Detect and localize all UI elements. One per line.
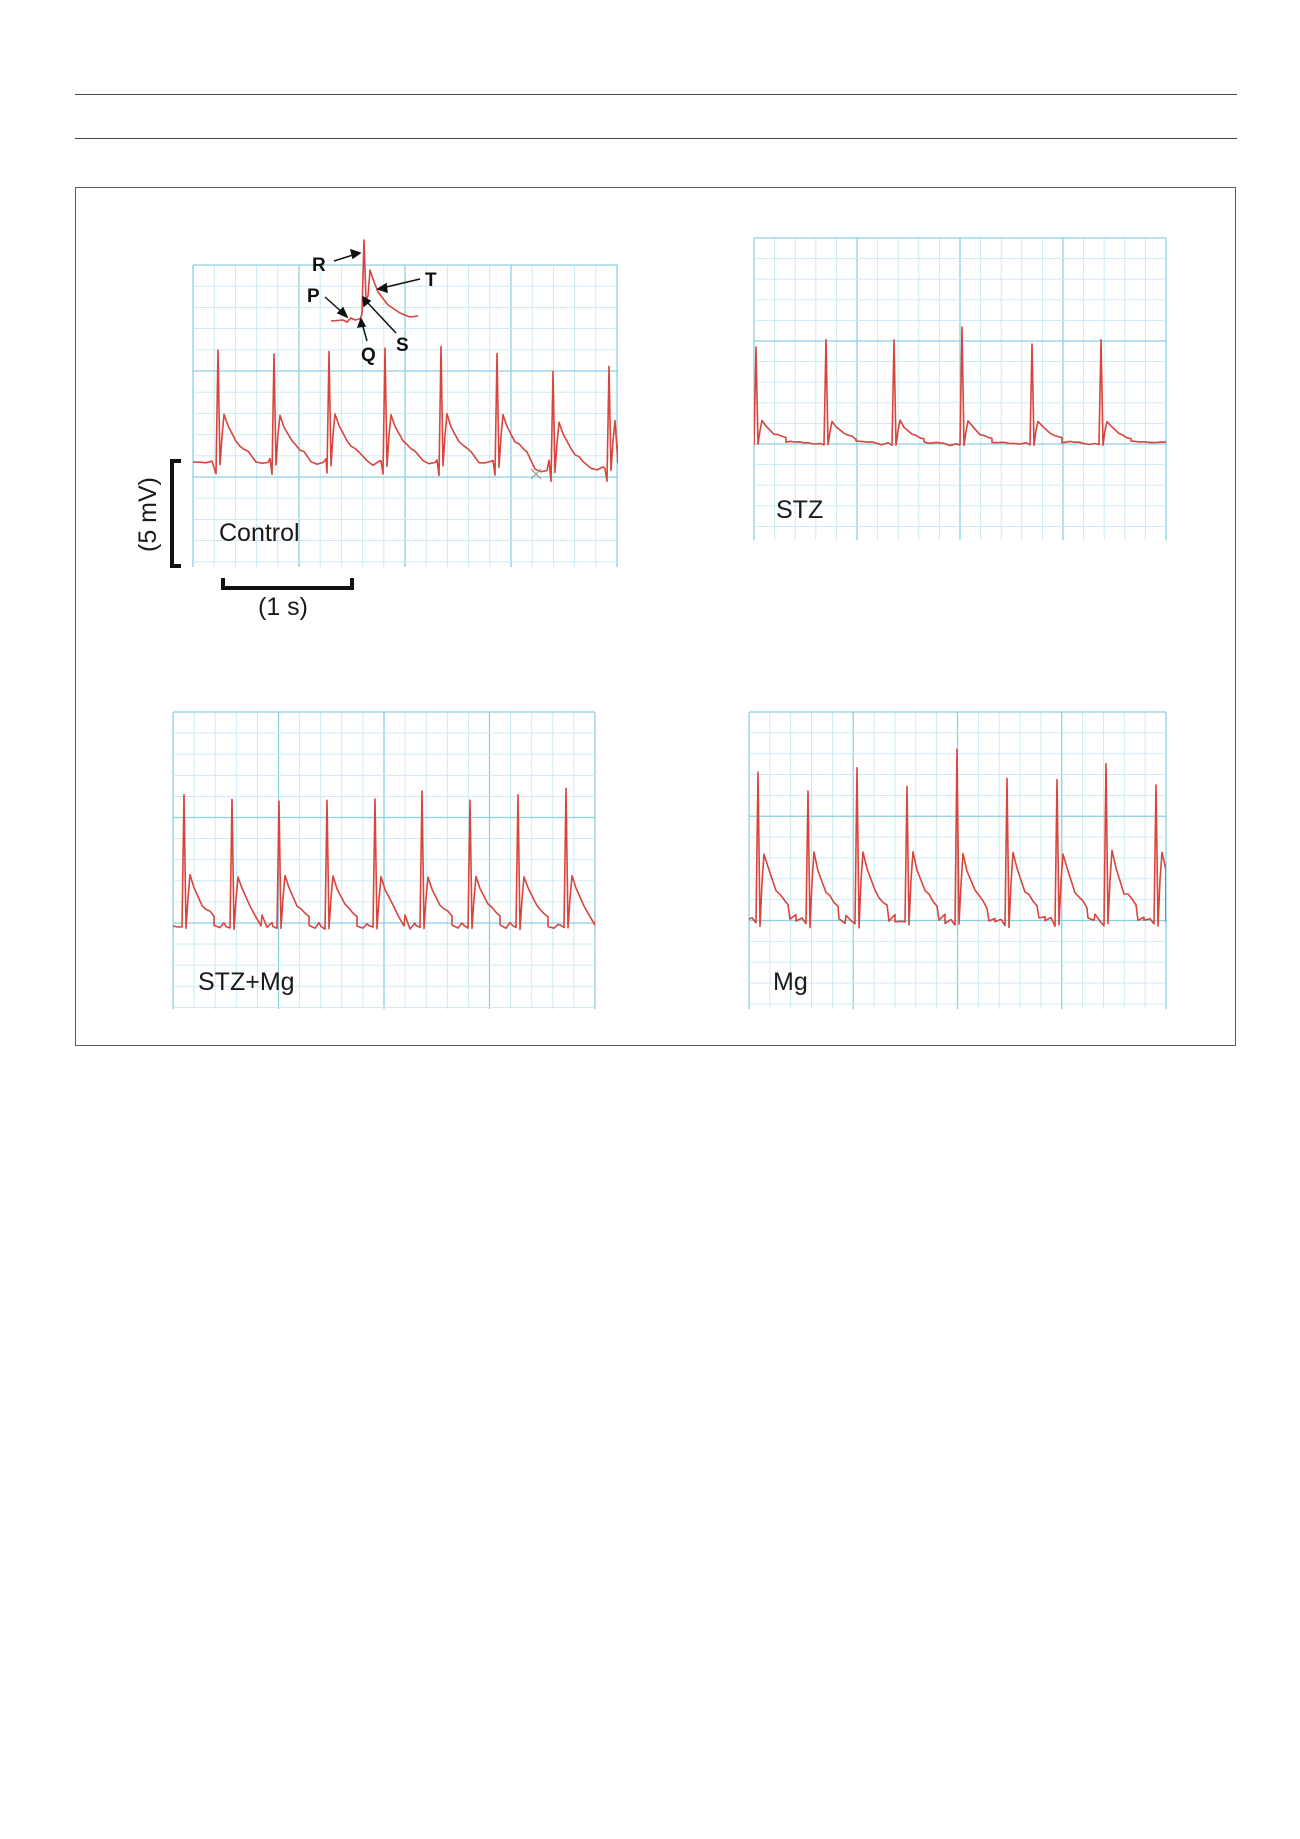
stz-grid (754, 238, 1166, 540)
voltage-scale-label: (5 mV) (134, 477, 162, 552)
voltage-scale-bar (172, 461, 181, 566)
stzmg-grid (173, 712, 595, 1009)
wave-label-p: P (307, 286, 320, 307)
wave-label-q: Q (361, 345, 376, 366)
time-scale-label: (1 s) (258, 593, 308, 621)
stz-ecg-trace (738, 327, 1166, 446)
panel-label-stz: STZ (776, 496, 824, 524)
panel-label-mg: Mg (773, 968, 808, 996)
pqrst-arrows (325, 250, 420, 341)
control-ecg-trace (193, 347, 661, 482)
stzmg-ecg-trace (166, 788, 606, 929)
panel-label-control: Control (219, 519, 300, 547)
wave-label-s: S (396, 335, 409, 356)
wave-label-t: T (425, 270, 437, 291)
wave-label-r: R (312, 255, 326, 276)
time-scale-bar (223, 578, 352, 588)
mg-ecg-trace (740, 749, 1194, 928)
panel-label-stzmg: STZ+Mg (198, 968, 295, 996)
